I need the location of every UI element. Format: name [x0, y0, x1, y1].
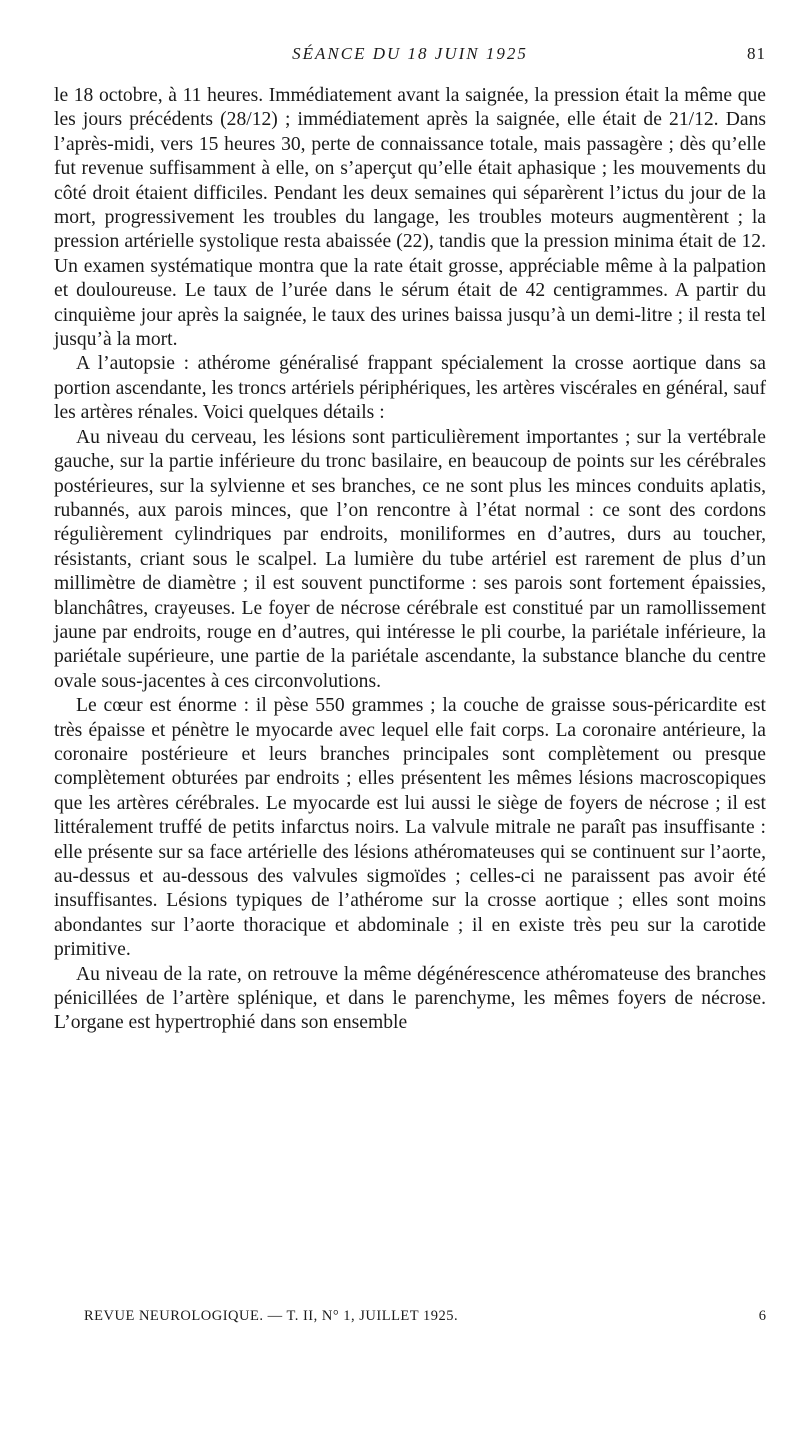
body-text [54, 84, 766, 1036]
paragraph-autopsy: A l’autopsie : athérome généralisé frappant spécialement la crosse aortique dans sa portion ascendante, les troncs artériels périphériques, les artères viscérales en général, sauf les artères rénales. Voici quelques détails : [54, 353, 766, 424]
page-number: 81 [747, 44, 766, 63]
running-title: SÉANCE DU 18 JUIN 1925 [292, 44, 528, 63]
signature-mark: 6 [758, 1308, 766, 1324]
paragraph-heart: Le cœur est énorme : il pèse 550 grammes ; la couche de graisse sous-péricardite est très épaisse et pénètre le myocarde avec lequel elle fait corps. La coronaire antérieure, la coronaire postérieure et leurs branches principales sont complètement ou presque complètement obturées par endroits ; elles présentent les mêmes lésions macroscopiques que les artères cérébrales. Le myocarde est lui aussi le siège de foyers de nécrose ; il est littéralement truffé de petits infarctus noirs. La valvule mitrale ne paraît pas insuffisante : elle présente sur sa face artérielle des lésions athéromateuses qui se continuent sur l’aorte, au-dessus et au-dessous des valvules sigmoïdes ; celles-ci ne paraissent pas avoir été insuffisantes. Lésions typiques de l’athérome sur la crosse aortique ; elles sont moins abondantes sur l’aorte thoracique et abdominale ; il en existe très peu sur la carotide primitive. [54, 695, 766, 961]
paragraph-spleen: Au niveau de la rate, on retrouve la même dégénérescence athéromateuse des branches pénicillées de l’artère splénique, et dans le parenchyme, les mêmes foyers de nécrose. L’organe est hypertrophié dans son ensemble [54, 963, 766, 1034]
journal-reference: REVUE NEUROLOGIQUE. — T. II, N° 1, JUILLET 1925. [84, 1308, 459, 1324]
paragraph-brain: Au niveau du cerveau, les lésions sont particulièrement importantes ; sur la vertébrale gauche, sur la partie inférieure du tronc basilaire, en beaucoup de points sur les cérébrales postérieures, sur la sylvienne et ses branches, ce ne sont plus les minces conduits aplatis, rubannés, aux parois minces, que l’on rencontre à l’état normal : ce sont des cordons régulièrement cylindriques par endroits, moniliformes en d’autres, durs au toucher, résistants, criant sous le scalpel. La lumière du tube artériel est rarement de plus d’un millimètre de diamètre ; il est souvent punctiforme : ses parois sont fortement épaissies, blanchâtres, crayeuses. Le foyer de nécrose cérébrale est constitué par un ramollissement jaune par endroits, rouge en d’autres, qui intéresse le pli courbe, la pariétale inférieure, la pariétale supérieure, une partie de la pariétale ascendante, la substance blanche du centre ovale sous-jacentes à ces circonvolutions. [54, 426, 766, 692]
footer [84, 1308, 766, 1330]
running-head [54, 44, 766, 70]
paragraph-continuation: le 18 octobre, à 11 heures. Immédiatement avant la saignée, la pression était la même que les jours précédents (28/12) ; immédiatement après la saignée, elle était de 21/12. Dans l’après-midi, vers 15 heures 30, perte de connaissance totale, mais passagère ; dès qu’elle fut revenue suffisamment à elle, on s’aperçut qu’elle était aphasique ; les mouvements du côté droit étaient difficiles. Pendant les deux semaines qui séparèrent l’ictus du jour de la mort, progressivement les troubles du langage, les troubles moteurs augmentèrent ; la pression artérielle systolique resta abaissée (22), tandis que la pression minima était de 12. Un examen systématique montra que la rate était grosse, appréciable même à la palpation et douloureuse. Le taux de l’urée dans le sérum était de 42 centigrammes. A partir du cinquième jour après la saignée, le taux des urines baissa jusqu’à un demi-litre ; il resta tel jusqu’à la mort. [54, 85, 766, 351]
